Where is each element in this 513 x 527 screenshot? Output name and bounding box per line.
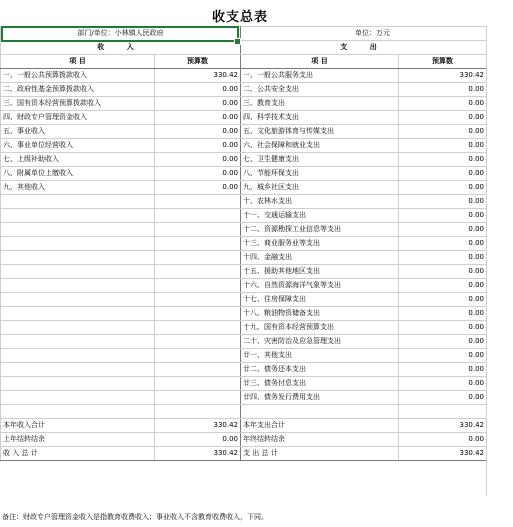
income-value-cell[interactable]: 0.00 bbox=[155, 111, 241, 125]
income-budget-header[interactable]: 预算数 bbox=[155, 55, 241, 69]
expense-value-cell[interactable]: 0.00 bbox=[399, 391, 487, 405]
expense-value-cell[interactable]: 0.00 bbox=[399, 167, 487, 181]
expense-value-cell[interactable]: 0.00 bbox=[399, 251, 487, 265]
expense-item-cell[interactable]: 廿二、债务还本支出 bbox=[241, 363, 399, 377]
expense-value-cell[interactable]: 0.00 bbox=[399, 363, 487, 377]
table-row bbox=[1, 167, 487, 181]
income-section-header[interactable]: 收 入 bbox=[1, 41, 241, 55]
table-row bbox=[1, 251, 487, 265]
income-total-value[interactable]: 330.42 bbox=[155, 447, 241, 461]
expense-value-cell[interactable]: 0.00 bbox=[399, 335, 487, 349]
income-item-cell[interactable] bbox=[1, 405, 155, 419]
table-row bbox=[1, 279, 487, 293]
expense-item-cell[interactable]: 四、科学技术支出 bbox=[241, 111, 399, 125]
expense-item-cell[interactable]: 廿一、其他支出 bbox=[241, 349, 399, 363]
income-value-cell[interactable] bbox=[155, 279, 241, 293]
expense-value-cell[interactable]: 0.00 bbox=[399, 139, 487, 153]
expense-item-cell[interactable]: 二十、灾害防治及应急管理支出 bbox=[241, 335, 399, 349]
income-item-cell[interactable]: 二、政府性基金预算拨款收入 bbox=[1, 83, 155, 97]
income-total-label[interactable]: 本年收入合计 bbox=[1, 419, 155, 433]
table-row bbox=[1, 139, 487, 153]
table-row bbox=[1, 307, 487, 321]
income-total-label[interactable]: 上年结转结余 bbox=[1, 433, 155, 447]
expense-total-value[interactable]: 330.42 bbox=[399, 419, 487, 433]
income-value-cell[interactable] bbox=[155, 405, 241, 419]
income-item-cell[interactable] bbox=[1, 335, 155, 349]
income-value-cell[interactable] bbox=[155, 377, 241, 391]
expense-item-cell[interactable]: 廿四、债务发行费用支出 bbox=[241, 391, 399, 405]
income-item-cell[interactable] bbox=[1, 307, 155, 321]
table-row bbox=[1, 321, 487, 335]
expense-item-cell[interactable]: 十一、交通运输支出 bbox=[241, 209, 399, 223]
unit-row bbox=[1, 27, 487, 41]
expense-total-label[interactable]: 本年支出合计 bbox=[241, 419, 399, 433]
expense-total-value[interactable]: 330.42 bbox=[399, 447, 487, 461]
income-item-cell[interactable] bbox=[1, 349, 155, 363]
expense-value-cell[interactable]: 0.00 bbox=[399, 111, 487, 125]
expense-value-cell[interactable]: 0.00 bbox=[399, 307, 487, 321]
expense-item-cell[interactable]: 廿三、债务付息支出 bbox=[241, 377, 399, 391]
income-item-cell[interactable] bbox=[1, 321, 155, 335]
income-item-cell[interactable]: 九、其他收入 bbox=[1, 181, 155, 195]
income-item-cell[interactable] bbox=[1, 391, 155, 405]
income-item-cell[interactable]: 三、国有资本经营预算拨款收入 bbox=[1, 97, 155, 111]
table-row bbox=[1, 83, 487, 97]
table-row bbox=[1, 209, 487, 223]
expense-value-cell[interactable]: 0.00 bbox=[399, 223, 487, 237]
expense-value-cell[interactable]: 0.00 bbox=[399, 279, 487, 293]
income-value-cell[interactable] bbox=[155, 223, 241, 237]
income-value-cell[interactable] bbox=[155, 237, 241, 251]
expense-item-cell[interactable]: 五、文化旅游体育与传媒支出 bbox=[241, 125, 399, 139]
income-value-cell[interactable]: 0.00 bbox=[155, 153, 241, 167]
table-row bbox=[1, 125, 487, 139]
table-row bbox=[1, 405, 487, 419]
expense-total-label[interactable]: 支 出 总 计 bbox=[241, 447, 399, 461]
table-row bbox=[1, 181, 487, 195]
expense-item-cell[interactable]: 八、节能环保支出 bbox=[241, 167, 399, 181]
income-item-cell[interactable] bbox=[1, 237, 155, 251]
income-value-cell[interactable] bbox=[155, 335, 241, 349]
table-row bbox=[1, 335, 487, 349]
table-row bbox=[1, 293, 487, 307]
income-item-cell[interactable]: 六、事业单位经营收入 bbox=[1, 139, 155, 153]
budget-summary-table bbox=[0, 26, 487, 461]
expense-value-cell[interactable]: 0.00 bbox=[399, 321, 487, 335]
table-row bbox=[1, 391, 487, 405]
table-row bbox=[1, 153, 487, 167]
expense-value-cell[interactable]: 0.00 bbox=[399, 125, 487, 139]
income-item-header[interactable]: 项 目 bbox=[1, 55, 155, 69]
income-item-cell[interactable]: 五、事业收入 bbox=[1, 125, 155, 139]
income-total-value[interactable]: 0.00 bbox=[155, 433, 241, 447]
org-cell[interactable]: 部门/单位：小林镇人民政府 bbox=[1, 27, 241, 41]
extra-column bbox=[486, 26, 513, 496]
income-value-cell[interactable] bbox=[155, 391, 241, 405]
income-item-cell[interactable] bbox=[1, 363, 155, 377]
expense-value-cell[interactable]: 0.00 bbox=[399, 377, 487, 391]
income-item-cell[interactable] bbox=[1, 265, 155, 279]
table-row bbox=[1, 195, 487, 209]
fill-handle[interactable] bbox=[234, 38, 241, 45]
expense-value-cell[interactable]: 0.00 bbox=[399, 293, 487, 307]
expense-value-cell[interactable]: 0.00 bbox=[399, 195, 487, 209]
table-row bbox=[1, 97, 487, 111]
income-value-cell[interactable]: 330.42 bbox=[155, 69, 241, 83]
income-item-cell[interactable] bbox=[1, 279, 155, 293]
table-row bbox=[1, 223, 487, 237]
expense-item-cell[interactable]: 十七、住房保障支出 bbox=[241, 293, 399, 307]
expense-item-cell[interactable]: 二、公共安全支出 bbox=[241, 83, 399, 97]
unit-cell[interactable] bbox=[241, 27, 487, 41]
expense-item-cell[interactable]: 七、卫生健康支出 bbox=[241, 153, 399, 167]
income-value-cell[interactable] bbox=[155, 265, 241, 279]
table-row bbox=[1, 349, 487, 363]
footnote: 备注：财政专户管理资金收入是指教育收费收入；事业收入不含教育收费收入，下同。 bbox=[2, 513, 268, 521]
expense-section-header[interactable]: 支 出 bbox=[241, 41, 487, 55]
expense-item-cell[interactable]: 九、城乡社区支出 bbox=[241, 181, 399, 195]
income-item-cell[interactable] bbox=[1, 195, 155, 209]
income-value-cell[interactable]: 0.00 bbox=[155, 97, 241, 111]
expense-value-cell[interactable]: 0.00 bbox=[399, 181, 487, 195]
expense-value-cell[interactable]: 0.00 bbox=[399, 349, 487, 363]
income-item-cell[interactable]: 四、财政专户管理资金收入 bbox=[1, 111, 155, 125]
income-value-cell[interactable] bbox=[155, 209, 241, 223]
income-value-cell[interactable]: 0.00 bbox=[155, 125, 241, 139]
expense-value-cell[interactable]: 0.00 bbox=[399, 97, 487, 111]
income-total-label[interactable]: 收 入 总 计 bbox=[1, 447, 155, 461]
expense-item-cell[interactable]: 十五、援助其他地区支出 bbox=[241, 265, 399, 279]
expense-item-cell[interactable]: 十四、金融支出 bbox=[241, 251, 399, 265]
income-total-value[interactable]: 330.42 bbox=[155, 419, 241, 433]
income-value-cell[interactable] bbox=[155, 195, 241, 209]
expense-item-cell[interactable]: 十三、商业服务业等支出 bbox=[241, 237, 399, 251]
income-value-cell[interactable] bbox=[155, 251, 241, 265]
income-value-cell[interactable] bbox=[155, 307, 241, 321]
income-value-cell[interactable]: 0.00 bbox=[155, 139, 241, 153]
expense-item-cell[interactable]: 十八、粮油物资储备支出 bbox=[241, 307, 399, 321]
income-value-cell[interactable] bbox=[155, 363, 241, 377]
expense-item-cell[interactable]: 十二、资源勘探工业信息等支出 bbox=[241, 223, 399, 237]
expense-total-label[interactable]: 年终结转结余 bbox=[241, 433, 399, 447]
table-row bbox=[1, 363, 487, 377]
table-row bbox=[1, 265, 487, 279]
income-item-cell[interactable] bbox=[1, 251, 155, 265]
expense-item-cell[interactable]: 一、一般公共服务支出 bbox=[241, 69, 399, 83]
income-item-cell[interactable] bbox=[1, 293, 155, 307]
expense-item-header[interactable]: 项 目 bbox=[241, 55, 399, 69]
table-row bbox=[1, 377, 487, 391]
expense-item-cell[interactable] bbox=[241, 405, 399, 419]
unit-label: 单位：万元 bbox=[355, 29, 391, 37]
income-item-cell[interactable]: 七、上级补助收入 bbox=[1, 153, 155, 167]
expense-budget-header[interactable]: 预算数 bbox=[399, 55, 487, 69]
expense-value-cell[interactable]: 0.00 bbox=[399, 237, 487, 251]
total-row bbox=[1, 447, 487, 461]
table-row bbox=[1, 237, 487, 251]
expense-item-cell[interactable]: 六、社会保障和就业支出 bbox=[241, 139, 399, 153]
table-row bbox=[1, 69, 487, 83]
page-title: 收支总表 bbox=[211, 10, 268, 25]
income-value-cell[interactable] bbox=[155, 293, 241, 307]
income-item-cell[interactable]: 八、附属单位上缴收入 bbox=[1, 167, 155, 181]
expense-item-cell[interactable]: 十六、自然资源海洋气象等支出 bbox=[241, 279, 399, 293]
table-row bbox=[1, 111, 487, 125]
income-value-cell[interactable]: 0.00 bbox=[155, 167, 241, 181]
income-value-cell[interactable]: 0.00 bbox=[155, 83, 241, 97]
income-item-cell[interactable] bbox=[1, 223, 155, 237]
total-row bbox=[1, 419, 487, 433]
section-header-row bbox=[1, 41, 487, 55]
expense-item-cell[interactable]: 十九、国有资本经营预算支出 bbox=[241, 321, 399, 335]
income-value-cell[interactable] bbox=[155, 321, 241, 335]
expense-value-cell[interactable]: 0.00 bbox=[399, 209, 487, 223]
expense-value-cell[interactable]: 0.00 bbox=[399, 265, 487, 279]
income-value-cell[interactable] bbox=[155, 349, 241, 363]
total-row bbox=[1, 433, 487, 447]
income-item-cell[interactable]: 一、一般公共预算拨款收入 bbox=[1, 69, 155, 83]
expense-value-cell[interactable]: 0.00 bbox=[399, 153, 487, 167]
income-item-cell[interactable] bbox=[1, 209, 155, 223]
column-header-row bbox=[1, 55, 487, 69]
income-item-cell[interactable] bbox=[1, 377, 155, 391]
income-value-cell[interactable]: 0.00 bbox=[155, 181, 241, 195]
expense-total-value[interactable]: 0.00 bbox=[399, 433, 487, 447]
expense-value-cell[interactable]: 330.42 bbox=[399, 69, 487, 83]
expense-value-cell[interactable] bbox=[399, 405, 487, 419]
expense-item-cell[interactable]: 三、教育支出 bbox=[241, 97, 399, 111]
expense-value-cell[interactable]: 0.00 bbox=[399, 83, 487, 97]
expense-item-cell[interactable]: 十、农林水支出 bbox=[241, 195, 399, 209]
